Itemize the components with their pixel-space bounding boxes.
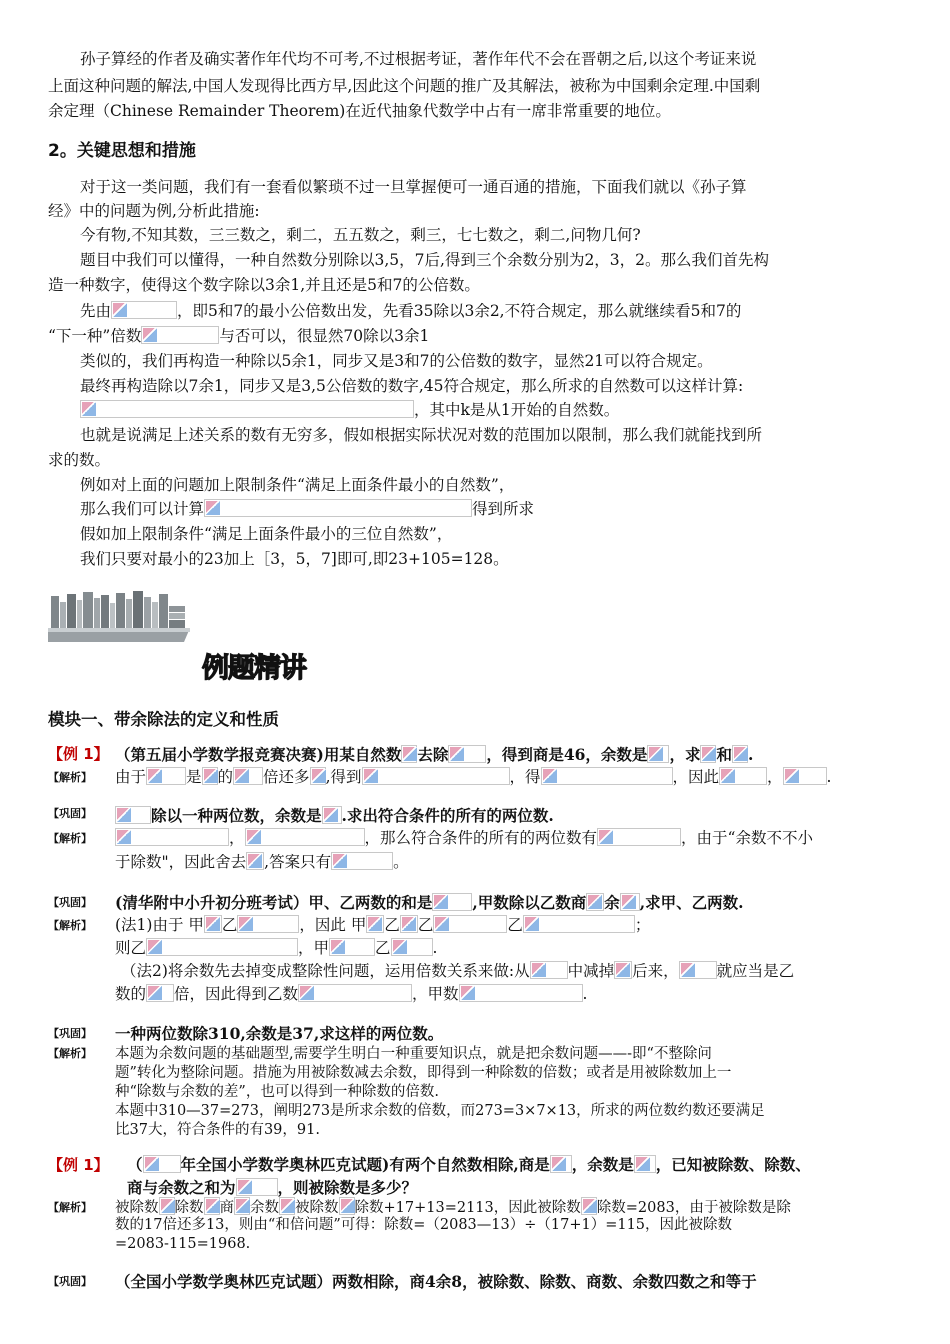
- consolidate-tag: 【巩固】: [48, 896, 92, 909]
- consolidate-solution: 数的 倍，因此得到乙数 ，甲数 .: [115, 985, 588, 1003]
- formula-image: [146, 984, 174, 1002]
- formula-image: [115, 828, 229, 846]
- section-line: 题目中我们可以懂得，一种自然数分别除以3,5，7后,得到三个余数分别为2，3，2。那么我们首先构: [80, 251, 770, 269]
- formula-image: [634, 1155, 656, 1173]
- formula-image: [362, 767, 510, 785]
- formula-image: [146, 767, 186, 785]
- example-question: （ 年全国小学数学奥林匹克试题)有两个自然数相除,商是 ，余数是 ，已知被除数、除数、: [127, 1155, 811, 1174]
- consolidate-solution: 比37大，符合条件的有39，91.: [115, 1122, 320, 1138]
- formula-image: [719, 767, 767, 785]
- intro-line-1: 孙子算经的作者及确实著作年代均不可考,不过根据考证，著作年代不会在晋朝之后,以这个考证来说: [80, 50, 757, 68]
- consolidate-question: （全国小学数学奥林匹克试题）两数相除，商4余8，被除数、除数、商数、余数四数之和等于: [115, 1272, 757, 1291]
- section-line: 假如加上限制条件“满足上面条件最小的三位自然数”，: [80, 525, 453, 543]
- formula-image: [80, 400, 414, 418]
- section-line: 那么我们可以计算 得到所求: [80, 500, 535, 518]
- analysis-tag: 【解析】: [48, 1201, 92, 1214]
- example-tag: 【例 1】: [48, 745, 109, 763]
- formula-image: [541, 767, 673, 785]
- formula-image: [597, 828, 681, 846]
- consolidate-solution: (法1)由于 甲 乙 ，因此 甲 乙 乙 乙 ；: [115, 916, 651, 934]
- formula-image: [310, 767, 326, 785]
- formula-image: [550, 1155, 572, 1173]
- module-heading: 模块一、带余除法的定义和性质: [48, 710, 279, 729]
- section-heading: 2。关键思想和措施: [48, 141, 196, 161]
- formula-image: [159, 1197, 175, 1215]
- formula-image: [111, 301, 177, 319]
- formula-image: [620, 893, 640, 911]
- formula-image: [614, 961, 632, 979]
- section-line: 先由 ，即5和7的最小公倍数出发，先看35除以3余2,不符合规定，那么就继续看5和7的: [80, 302, 742, 320]
- formula-image: [246, 852, 264, 870]
- consolidate-question: (清华附中小升初分班考试）甲、乙两数的和是 ,甲数除以乙数商 余 ,求甲、乙两数.: [115, 893, 744, 912]
- analysis-tag: 【解析】: [48, 771, 92, 784]
- formula-image: [732, 745, 748, 763]
- analysis-tag: 【解析】: [48, 1047, 92, 1060]
- formula-image: [233, 767, 263, 785]
- formula-image: [523, 915, 635, 933]
- section-line: “下一种”倍数 与否可以，很显然70除以3余1: [48, 327, 430, 345]
- example-question: （第五届小学数学报竞赛决赛)用某自然数 去除 ，得到商是46，余数是 ，求 和 .: [115, 745, 754, 764]
- formula-image: [245, 828, 365, 846]
- section-line: 求的数。: [48, 451, 111, 469]
- formula-image: [586, 893, 604, 911]
- formula-image: [366, 915, 384, 933]
- example-solution: 被除数 除数 商 余数 被除数 除数+17+13=2113，因此被除数 除数=2083，由于被除数是除: [115, 1197, 904, 1218]
- consolidate-solution: 本题中310—37=273，阐明273是所求余数的倍数，而273=3×7×13，所求的两位数约数还要满足: [115, 1103, 765, 1119]
- section-line: 经》中的问题为例,分析此措施:: [48, 202, 260, 220]
- formula-image: [448, 745, 486, 763]
- formula-image: [401, 745, 417, 763]
- consolidate-question: 除以一种两位数，余数是 .求出符合条件的所有的两位数.: [115, 804, 904, 827]
- example-solution: 数的17倍还多13，则由“和倍问题”可得：除数=（2083—13）÷（17+1）=115，因此被除数: [115, 1217, 733, 1233]
- formula-image: [298, 984, 412, 1002]
- formula-image: [400, 915, 418, 933]
- formula-image: [141, 326, 219, 344]
- formula-image: [204, 499, 472, 517]
- bookshelf-logo-icon: [48, 588, 190, 642]
- formula-image: [581, 1197, 597, 1215]
- example-solution: =2083-115=1968.: [115, 1236, 251, 1252]
- section-line: 对于这一类问题，我们有一套看似繁琐不过一旦掌握便可一通百通的措施，下面我们就以《孙子算: [80, 178, 747, 196]
- formula-image: [146, 938, 298, 956]
- consolidate-solution: ， ，那么符合条件的所有的两位数有 ，由于“余数不不小: [115, 827, 904, 850]
- consolidate-question: 一种两位数除310,余数是37,求这样的两位数。: [115, 1024, 444, 1043]
- section-line: 今有物,不知其数，三三数之，剩二，五五数之，剩三，七七数之，剩二,问物几何?: [80, 226, 641, 244]
- formula-image: [322, 806, 342, 824]
- formula-image: [339, 1197, 355, 1215]
- formula-image: [530, 961, 568, 979]
- section-line: 造一种数字，使得这个数字除以3余1,并且还是5和7的公倍数。: [48, 276, 480, 294]
- consolidate-solution: 则乙 ，甲 乙 .: [115, 939, 438, 957]
- consolidate-solution: 于除数"，因此舍去 ,答案只有 。: [115, 853, 409, 871]
- formula-image: [279, 1197, 295, 1215]
- formula-image: [204, 1197, 220, 1215]
- formula-image: [204, 915, 222, 933]
- formula-image: [700, 745, 716, 763]
- formula-image: [432, 893, 472, 911]
- analysis-tag: 【解析】: [48, 919, 92, 932]
- formula-image: [234, 1197, 250, 1215]
- formula-image: [679, 961, 717, 979]
- formula-image: [202, 767, 218, 785]
- example-tag: 【例 1】: [48, 1156, 109, 1174]
- formula-image: [647, 745, 669, 763]
- consolidate-tag: 【巩固】: [48, 1275, 92, 1288]
- section-line: 也就是说满足上述关系的数有无穷多，假如根据实际状况对数的范围加以限制，那么我们就能找到所: [80, 426, 763, 444]
- consolidate-solution: 题”转化为整除问题。措施为用被除数减去余数，即得到一种除数的倍数；或者是用被除数加上一: [115, 1065, 732, 1081]
- intro-line-3: 余定理（Chinese Remainder Theorem)在近代抽象代数学中占有一席非常重要的地位。: [48, 102, 671, 120]
- formula-image: [783, 767, 827, 785]
- formula-image: [329, 938, 375, 956]
- banner-title: 例题精讲: [202, 653, 306, 684]
- formula-image: [237, 915, 299, 933]
- formula-image: [236, 1178, 278, 1196]
- formula-image: [433, 915, 507, 933]
- example-question: 商与余数之和为 ，则被除数是多少？: [127, 1178, 418, 1197]
- section-line: 我们只要对最小的23加上［3，5，7]即可,即23+105=128。: [80, 550, 509, 568]
- section-line: 类似的，我们再构造一种除以5余1，同步又是3和7的公倍数的数字，显然21可以符合规定。: [80, 352, 713, 370]
- section-line: 例如对上面的问题加上限制条件“满足上面条件最小的自然数”，: [80, 476, 515, 494]
- consolidate-tag: 【巩固】: [48, 807, 92, 820]
- formula-image: [391, 938, 433, 956]
- analysis-tag: 【解析】: [48, 832, 92, 845]
- consolidate-solution: （法2)将余数先去掉变成整除性问题，运用倍数关系来做:从 中减掉 后来， 就应当是乙: [121, 962, 795, 980]
- consolidate-tag: 【巩固】: [48, 1027, 92, 1040]
- section-line: ，其中k是从1开始的自然数。: [80, 399, 904, 422]
- formula-image: [331, 852, 393, 870]
- intro-line-2: 上面这种问题的解法,中国人发现得比西方早,因此这个问题的推广及其解法，被称为中国剩余定理.中国剩: [48, 77, 761, 95]
- example-solution: 由于 是 的 倍还多 ,得到 ，得 ，因此 ， .: [115, 768, 832, 786]
- formula-image: [143, 1155, 181, 1173]
- formula-image: [115, 806, 151, 824]
- consolidate-solution: 种“除数与余数的差”，也可以得到一种除数的倍数.: [115, 1084, 439, 1100]
- section-line: 最终再构造除以7余1，同步又是3,5公倍数的数字,45符合规定，那么所求的自然数可以这样计算:: [80, 377, 744, 395]
- consolidate-solution: 本题为余数问题的基础题型,需要学生明白一种重要知识点，就是把余数问题——-即“不整除问: [115, 1046, 712, 1062]
- formula-image: [459, 984, 583, 1002]
